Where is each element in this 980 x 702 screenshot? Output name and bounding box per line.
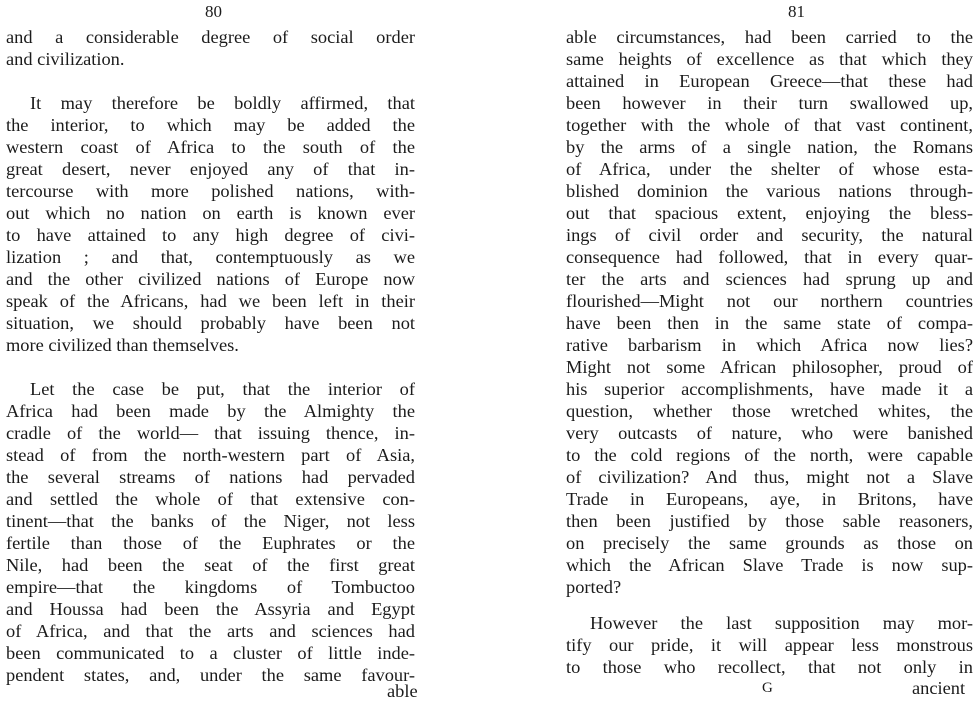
text-line: more civilized than themselves. [6,335,239,355]
text-line: However the last supposition may mor- [590,613,973,633]
text-line: ported? [566,577,622,597]
catchword: ancient [912,678,966,698]
text-line: to have attained to any high degree of civi- [6,225,415,245]
text-line: on precisely the same grounds as those on [566,533,973,553]
text-line: stead of from the north-western part of Asia, [6,445,415,465]
signature-mark: G [762,680,773,696]
text-line: same heights of excellence as that which they [566,49,973,69]
text-line: speak of the Africans, had we been left in their [6,291,415,311]
text-line: attained in European Greece—that these had [566,71,973,91]
text-line: cradle of the world— that issuing thence, in- [6,423,415,443]
text-line: of Africa, and that the arts and sciences had [6,621,415,641]
text-line: the interior, to which may be added the [6,115,415,135]
text-line: able circumstances, had been carried to the [566,27,973,47]
text-line: tify our pride, it will appear less monstrous [566,635,973,655]
text-line: and settled the whole of that extensive con- [6,489,415,509]
text-line: rative barbarism in which Africa now lies? [566,335,973,355]
text-line: Nile, had been the seat of the first great [6,555,415,575]
page-number: 81 [788,2,805,21]
text-line: Trade in Europeans, aye, in Britons, have [566,489,973,509]
text-line: It may therefore be boldly affirmed, that [30,93,415,113]
page-number: 80 [205,2,222,21]
text-line: to those who recollect, that not only in [566,657,973,677]
text-line: the several streams of nations had pervaded [6,467,415,487]
right-page [520,0,980,701]
text-line: situation, we should probably have been not [6,313,415,333]
text-line: empire—that the kingdoms of Tombuctoo [6,577,415,597]
text-line: have been then in the same state of compa- [566,313,973,333]
text-line: fertile than those of the Euphrates or the [6,533,415,553]
text-line: great desert, never enjoyed any of that in- [6,159,415,179]
text-line: and Houssa had been the Assyria and Egypt [6,599,415,619]
text-line: and a considerable degree of social order [6,27,415,47]
text-line: Might not some African philosopher, proud of [566,357,973,377]
text-line: Africa had been made by the Almighty the [6,401,415,421]
text-line: out that spacious extent, enjoying the bless- [566,203,973,223]
text-line: been communicated to a cluster of little inde- [6,643,415,663]
text-line: western coast of Africa to the south of the [6,137,415,157]
text-line: ings of civil order and security, the natural [566,225,973,245]
text-line: lization ; and that, contemptuously as we [6,247,415,267]
left-page [0,0,470,701]
text-line: blished dominion the various nations through- [566,181,973,201]
text-line: out which no nation on earth is known ever [6,203,415,223]
text-line: very outcasts of nature, who were banished [566,423,973,443]
text-line: which the African Slave Trade is now sup- [566,555,973,575]
text-line: flourished—Might not our northern countries [566,291,973,311]
text-line: of Africa, under the shelter of whose esta- [566,159,973,179]
text-line: tinent—that the banks of the Niger, not less [6,511,415,531]
text-line: to the cold regions of the north, were capable [566,445,973,465]
text-line: his superior accomplishments, have made it a [566,379,973,399]
text-line: and civilization. [6,49,125,69]
text-line: and the other civilized nations of Europe now [6,269,415,289]
text-line: of civilization? And thus, might not a Slave [566,467,973,487]
text-line: by the arms of a single nation, the Romans [566,137,973,157]
text-line: been however in their turn swallowed up, [566,93,973,113]
text-line: consequence had followed, that in every quar- [566,247,973,267]
text-line: tercourse with more polished nations, with- [6,181,415,201]
text-line: Let the case be put, that the interior of [30,379,415,399]
text-line: then been justified by those sable reasoners, [566,511,973,531]
text-line: ter the arts and sciences had sprung up and [566,269,973,289]
text-line: pendent states, and, under the same favour- [6,665,415,685]
catchword: able [387,681,418,701]
text-line: together with the whole of that vast continent, [566,115,973,135]
text-line: question, whether those wretched whites, the [566,401,973,421]
